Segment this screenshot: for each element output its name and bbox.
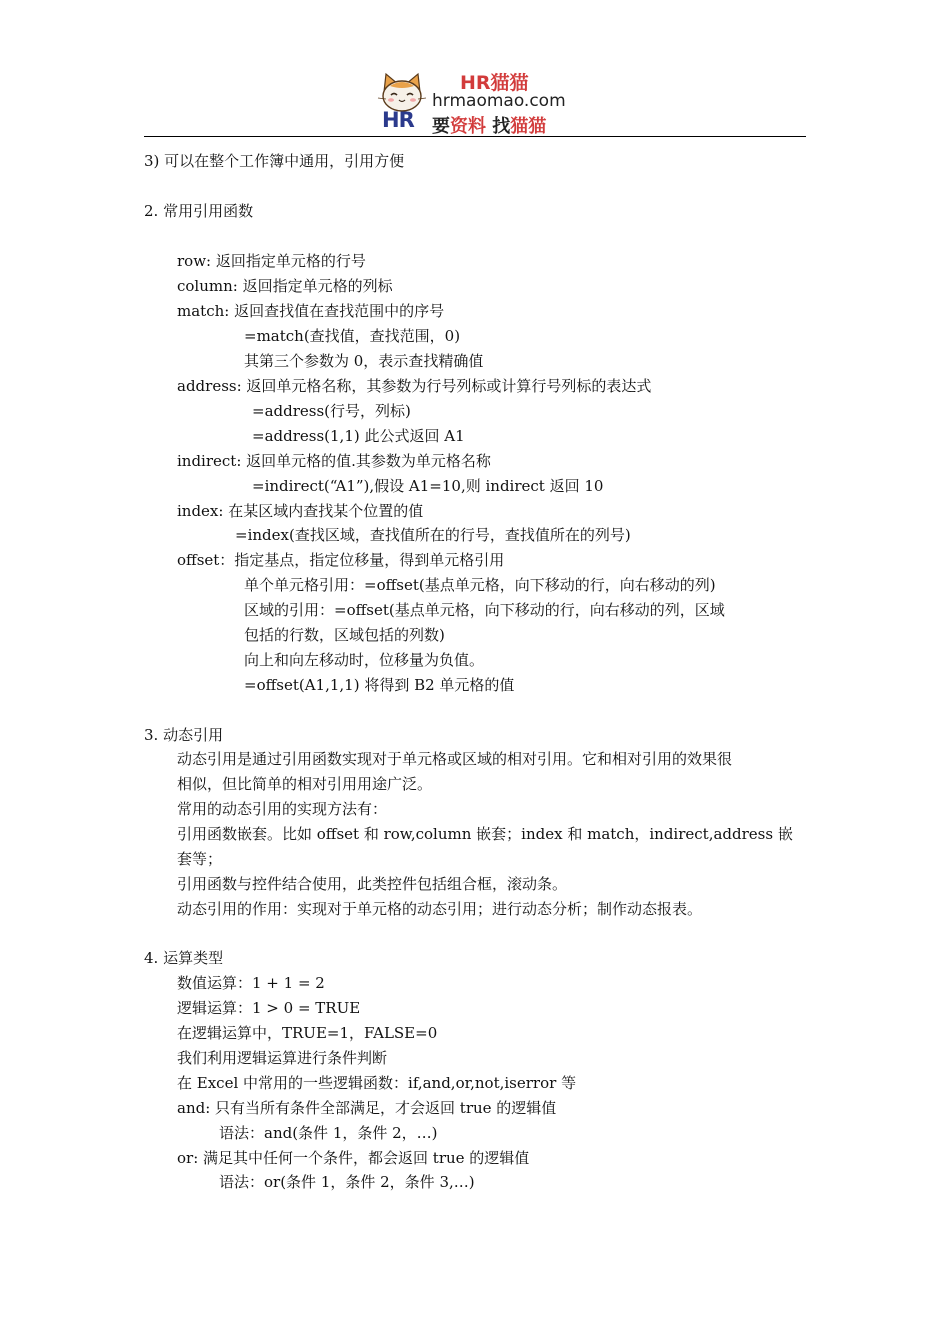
- list-item: =offset(A1,1,1) 将得到 B2 单元格的值: [244, 676, 515, 694]
- paragraph-line: 动态引用是通过引用函数实现对于单元格或区域的相对引用。它和相对引用的效果很: [177, 750, 733, 768]
- hrmaomao-logo: [374, 66, 584, 138]
- paragraph-line: 我们利用逻辑运算进行条件判断: [177, 1049, 388, 1067]
- slogan: 要资料 找猫猫: [432, 116, 547, 137]
- list-item: indirect: 返回单元格的值.其参数为单元格名称: [177, 452, 491, 470]
- list-item: address: 返回单元格名称，其参数为行号列标或计算行号列标的表达式: [177, 377, 652, 395]
- list-item: row: 返回指定单元格的行号: [177, 252, 366, 270]
- list-item: 3) 可以在整个工作簿中通用，引用方便: [144, 152, 405, 170]
- site-url: hrmaomao.com: [432, 91, 566, 111]
- paragraph-line: 动态引用的作用：实现对于单元格的动态引用；进行动态分析；制作动态报表。: [177, 900, 703, 918]
- paragraph-line: and: 只有当所有条件全部满足，才会返回 true 的逻辑值: [177, 1099, 557, 1117]
- header-rule: [144, 136, 806, 137]
- list-item: match: 返回查找值在查找范围中的序号: [177, 302, 445, 320]
- list-item: column: 返回指定单元格的列标: [177, 277, 393, 295]
- list-item: offset：指定基点，指定位移量，得到单元格引用: [177, 551, 505, 569]
- paragraph-line: 在逻辑运算中，TRUE=1，FALSE=0: [177, 1024, 438, 1042]
- paragraph-line: 在 Excel 中常用的一些逻辑函数：if,and,or,not,iserror 等: [177, 1074, 577, 1092]
- list-item: 单个单元格引用：=offset(基点单元格，向下移动的行，向右移动的列): [244, 576, 716, 594]
- paragraph-line: 逻辑运算：1 > 0 = TRUE: [177, 999, 361, 1017]
- list-item: 其第三个参数为 0，表示查找精确值: [244, 352, 484, 370]
- list-item: =match(查找值，查找范围，0): [244, 327, 461, 345]
- list-item: =indirect(“A1”),假设 A1=10,则 indirect 返回 10: [252, 477, 604, 495]
- list-item: 包括的行数，区域包括的列数): [244, 626, 445, 644]
- paragraph-line: 语法：or(条件 1，条件 2，条件 3,…): [219, 1173, 475, 1191]
- paragraph-line: 相似，但比简单的相对引用用途广泛。: [177, 775, 433, 793]
- list-item: 区域的引用：=offset(基点单元格，向下移动的行，向右移动的列，区域: [244, 601, 725, 619]
- paragraph-line: 语法：and(条件 1，条件 2，…): [219, 1124, 438, 1142]
- section-heading: 3. 动态引用: [144, 726, 224, 744]
- paragraph-line: 引用函数嵌套。比如 offset 和 row,column 嵌套；index 和 match，indirect,address 嵌: [177, 825, 793, 843]
- list-item: 向上和向左移动时，位移量为负值。: [244, 651, 485, 669]
- section-heading: 2. 常用引用函数: [144, 202, 254, 220]
- list-item: =address(行号，列标): [252, 402, 411, 420]
- list-item: =index(查找区域，查找值所在的行号，查找值所在的列号): [235, 526, 631, 544]
- page-header: [0, 0, 950, 140]
- paragraph-line: 数值运算：1 + 1 = 2: [177, 974, 325, 992]
- brand-name: HR猫猫: [460, 72, 529, 94]
- list-item: index: 在某区域内查找某个位置的值: [177, 502, 424, 520]
- paragraph-line: 常用的动态引用的实现方法有：: [177, 800, 388, 818]
- section-heading: 4. 运算类型: [144, 949, 224, 967]
- list-item: =address(1,1) 此公式返回 A1: [252, 427, 465, 445]
- paragraph-line: or: 满足其中任何一个条件，都会返回 true 的逻辑值: [177, 1149, 530, 1167]
- hr-mark: HR: [382, 108, 414, 132]
- paragraph-line: 引用函数与控件结合使用，此类控件包括组合框，滚动条。: [177, 875, 568, 893]
- paragraph-line: 套等；: [177, 850, 223, 868]
